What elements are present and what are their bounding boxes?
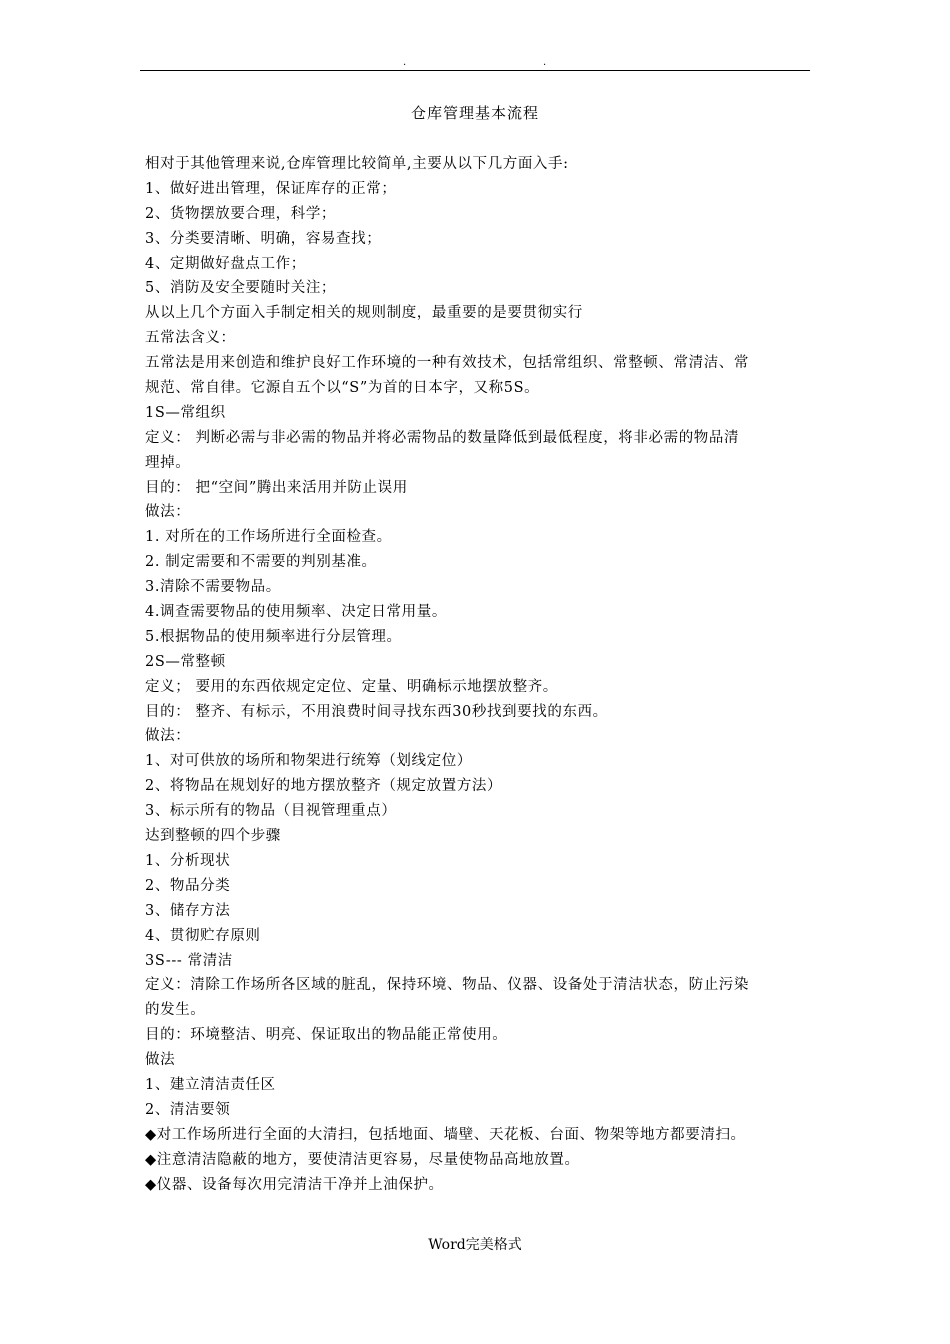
- body-line: ◆对工作场所进行全面的大清扫，包括地面、墙壁、天花板、台面、物架等地方都要清扫。: [145, 1126, 746, 1143]
- body-line: 1S—常组织: [145, 404, 226, 421]
- body-line: ◆仪器、设备每次用完清洁干净并上油保护。: [145, 1176, 444, 1193]
- header-rule: [140, 70, 810, 71]
- body-line: 4、贯彻贮存原则: [145, 927, 261, 944]
- body-line: 的发生。: [145, 1002, 206, 1019]
- body-line: 1. 对所在的工作场所进行全面检查。: [145, 529, 392, 546]
- body-line: 规范、常自律。它源自五个以“S”为首的日本字，又称5S。: [145, 380, 540, 397]
- body-line: 相对于其他管理来说,仓库管理比较简单,主要从以下几方面入手:: [145, 156, 569, 172]
- body-line: 理掉。: [145, 454, 191, 471]
- body-line: 目的： 整齐、有标示，不用浪费时间寻找东西30秒找到要找的东西。: [145, 703, 608, 720]
- body-line: 3、分类要清晰、明确，容易查找；: [145, 230, 382, 247]
- body-line: 3.清除不需要物品。: [145, 579, 281, 596]
- body-line: 目的：环境整洁、明亮、保证取出的物品能正常使用。: [145, 1027, 508, 1044]
- body-line: 5.根据物品的使用频率进行分层管理。: [145, 628, 402, 645]
- body-line: 定义； 要用的东西依规定定位、定量、明确标示地摆放整齐。: [145, 678, 558, 695]
- body-line: 2S—常整顿: [145, 653, 226, 670]
- body-line: 2、物品分类: [145, 877, 231, 894]
- body-line: 4.调查需要物品的使用频率、决定日常用量。: [145, 604, 447, 621]
- body-line: 2. 制定需要和不需要的判别基准。: [145, 554, 377, 571]
- body-line: 4、定期做好盘点工作；: [145, 255, 306, 272]
- body-line: 定义： 判断必需与非必需的物品并将必需物品的数量降低到最低程度，将非必需的物品清: [145, 429, 740, 446]
- header-dot-right: .: [543, 57, 547, 68]
- body-line: 3、标示所有的物品（目视管理重点）: [145, 803, 397, 820]
- body-line: 五常法含义：: [145, 330, 236, 347]
- body-line: 2、货物摆放要合理，科学；: [145, 205, 337, 222]
- body-line: 做法: [145, 1052, 176, 1069]
- body-line: 2、将物品在规划好的地方摆放整齐（规定放置方法）: [145, 778, 503, 795]
- header-dot-left: .: [403, 57, 407, 68]
- body-line: 做法：: [145, 504, 191, 521]
- body-line: 2、清洁要领: [145, 1101, 231, 1118]
- body-line: 3S--- 常清洁: [145, 952, 233, 969]
- body-line: 1、建立清洁责任区: [145, 1076, 276, 1093]
- page-footer: Word完美格式: [428, 1237, 522, 1253]
- body-line: ◆注意清洁隐蔽的地方，要使清洁更容易，尽量使物品高地放置。: [145, 1151, 580, 1168]
- body-line: 五常法是用来创造和维护良好工作环境的一种有效技术，包括常组织、常整顿、常清洁、常: [145, 355, 749, 372]
- body-line: 3、储存方法: [145, 902, 231, 919]
- body-line: 从以上几个方面入手制定相关的规则制度，最重要的是要贯彻实行: [145, 305, 583, 322]
- body-line: 5、消防及安全要随时关注；: [145, 280, 337, 297]
- body-line: 目的： 把“空间”腾出来活用并防止误用: [145, 479, 408, 496]
- body-line: 达到整顿的四个步骤: [145, 828, 281, 845]
- document-body: [145, 152, 820, 1197]
- body-line: 1、对可供放的场所和物架进行统筹（划线定位）: [145, 753, 472, 770]
- body-line: 1、分析现状: [145, 852, 231, 869]
- body-line: 1、做好进出管理，保证库存的正常；: [145, 180, 397, 197]
- body-line: 做法：: [145, 728, 191, 745]
- body-line: 定义：清除工作场所各区域的脏乱，保持环境、物品、仪器、设备处于清洁状态，防止污染: [145, 977, 749, 994]
- document-title: 仓库管理基本流程: [410, 104, 539, 122]
